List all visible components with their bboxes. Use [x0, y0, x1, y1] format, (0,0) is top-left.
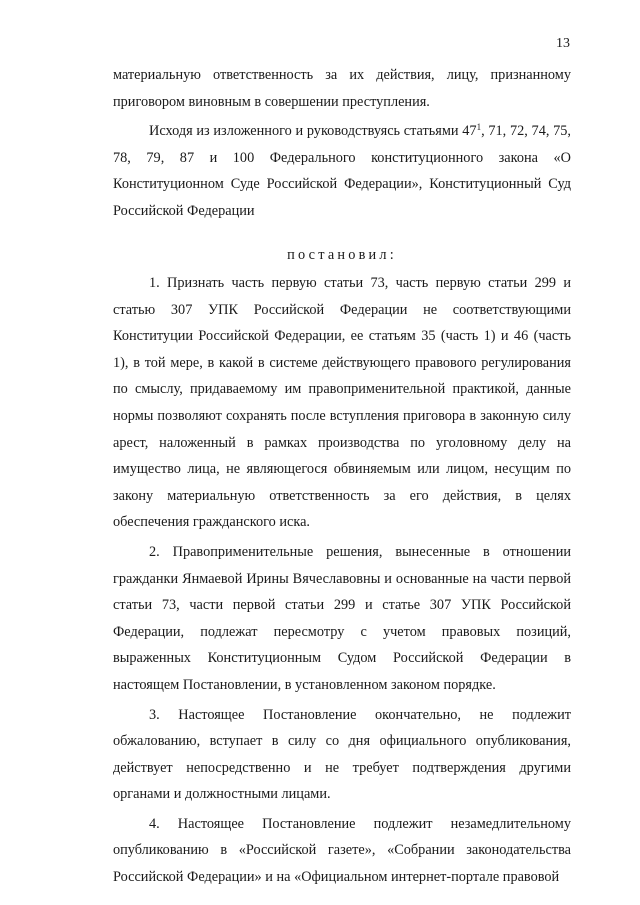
resolution-item-2: 2. Правоприменительные решения, вынесенные в отношении гражданки Янмаевой Ирины Вячеславовны и основанные на части первой статьи 73, части первой статьи 299 и статье 307 УПК Российской Федерации, подлежат пересмотру с учетом правовых позиций, выраженных Конституционным Судом Российской Федерации в настоящем Постановлении, в установленном законом порядке. [113, 543, 571, 693]
basis-text-start: Исходя из изложенного и руководствуясь статьями 47 [149, 123, 477, 140]
basis-text-end: , 71, 72, 74, 75, 78, 79, 87 и 100 Федерального конституционного закона «О Конституционном Суде Российской Федерации», Конституционный Суд Российской Федерации [113, 123, 572, 219]
resolution-heading: постановил: [287, 247, 397, 263]
resolution-item-1: 1. Признать часть первую статьи 73, часть первую статьи 299 и статью 307 УПК Российской Федерации не соответствующими Конституции Российской Федерации, ее статьям 35 (часть 1) и 46 (часть 1), в той мере, в какой в системе действующего правового регулирования по смыслу, придаваемому им правоприменительной практикой, данные нормы позволяют сохранять после вступления приговора в законную силу арест, наложенный в рамках производства по уголовному делу на имущество лица, не являющегося обвиняемым или лицом, несущим по закону материальную ответственность за его действия, в целях обеспечения гражданского иска. [113, 275, 571, 531]
basis-paragraph [113, 118, 571, 224]
basis-superscript: 1 [476, 122, 482, 133]
document-body-top [113, 62, 571, 225]
page-number: 13 [556, 36, 570, 51]
continuation-paragraph: материальную ответственность за их действия, лицу, признанному приговором виновным в совершении преступления. [113, 67, 571, 110]
resolution-item-3: 3. Настоящее Постановление окончательно, не подлежит обжалованию, вступает в силу со дня официального опубликования, действует непосредственно и не требует подтверждения другими органами и должностными лицами. [113, 706, 571, 803]
resolution-item-4: 4. Настоящее Постановление подлежит незамедлительному опубликованию в «Российской газете», «Собрании законодательства Российской Федерации» и на «Официальном интернет-портале правовой [113, 815, 571, 886]
document-body-items [113, 270, 571, 891]
